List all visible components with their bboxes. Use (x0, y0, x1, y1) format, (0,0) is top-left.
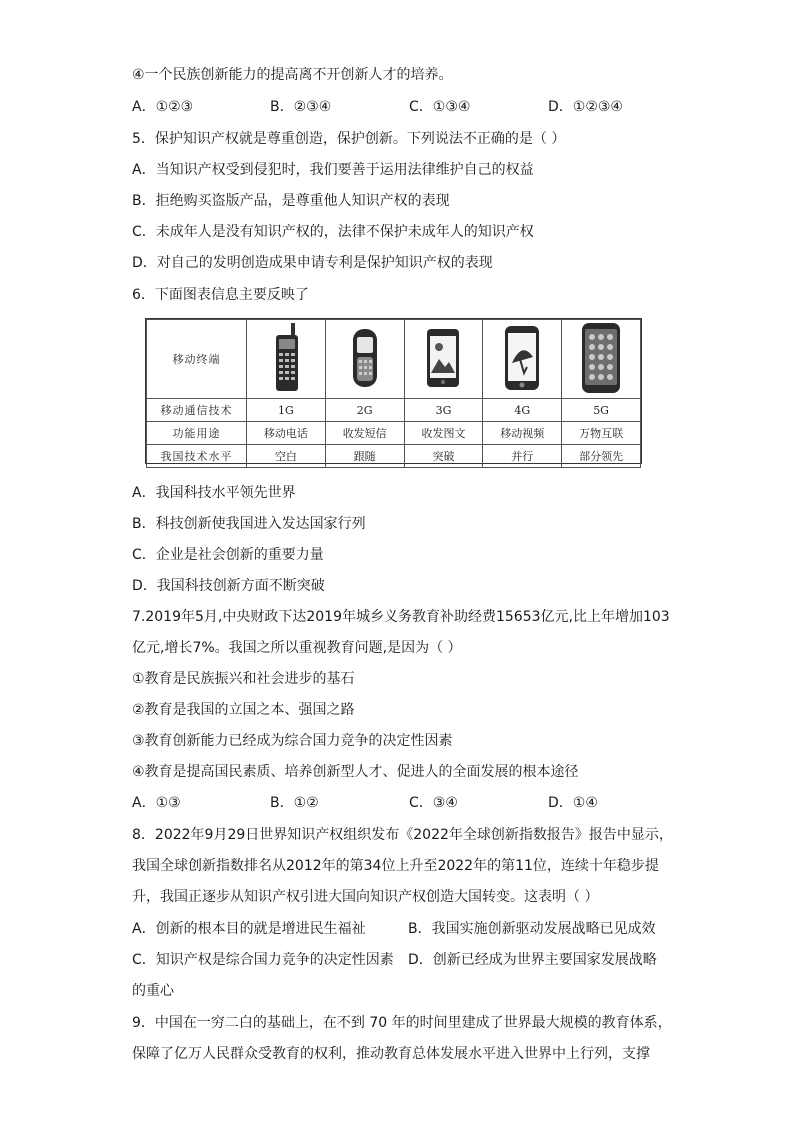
q9-stem-line1: 9．中国在一穷二白的基础上，在不到 70 年的时间里建成了世界最大规模的教育体系， (132, 1015, 672, 1031)
phone-4g-icon (483, 320, 562, 399)
q6-stem: 6．下面图表信息主要反映了 (132, 287, 309, 303)
gen-2g: 2G (325, 399, 404, 422)
q5-option-a: A．当知识产权受到侵犯时，我们要善于运用法律维护自己的权益 (132, 162, 534, 178)
q7-option-b: B．①② (270, 795, 319, 811)
function-1g: 移动电话 (247, 422, 326, 445)
q7-option-d: D．①④ (548, 795, 598, 811)
q4-option-b: B．②③④ (270, 99, 332, 115)
q8-stem-line1: 8．2022年9月29日世界知识产权组织发布《2022年全球创新指数报告》报告中显示， (132, 827, 673, 843)
row-header-function: 功能用途 (147, 422, 247, 445)
q7-stem-line2: 亿元,增长7%。我国之所以重视教育问题,是因为（ ） (132, 640, 462, 656)
q7-statement-1: ①教育是民族振兴和社会进步的基石 (132, 671, 355, 687)
level-4g: 并行 (483, 445, 562, 468)
function-3g: 收发图文 (404, 422, 483, 445)
q6-option-c: C．企业是社会创新的重要力量 (132, 547, 324, 563)
mobile-tech-table (145, 318, 642, 464)
q7-option-c: C．③④ (409, 795, 458, 811)
q7-option-a: A．①③ (132, 795, 181, 811)
q7-statement-3: ③教育创新能力已经成为综合国力竞争的决定性因素 (132, 733, 453, 749)
q4-option-d: D．①②③④ (548, 99, 623, 115)
gen-1g: 1G (247, 399, 326, 422)
function-5g: 万物互联 (562, 422, 641, 445)
q7-statement-4: ④教育是提高国民素质、培养创新型人才、促进人的全面发展的根本途径 (132, 764, 579, 780)
q5-option-c: C．未成年人是没有知识产权的，法律不保护未成年人的知识产权 (132, 224, 534, 240)
gen-5g: 5G (562, 399, 641, 422)
phone-1g-icon (247, 320, 326, 399)
q6-option-b: B．科技创新使我国进入发达国家行列 (132, 516, 366, 532)
row-header-level: 我国技术水平 (147, 445, 247, 468)
q4-option-c: C．①③④ (409, 99, 471, 115)
q8-option-a: A．创新的根本目的就是增进民生福祉 (132, 921, 366, 937)
gen-4g: 4G (483, 399, 562, 422)
q8-option-c: C．知识产权是综合国力竞争的决定性因素 (132, 952, 394, 968)
function-2g: 收发短信 (325, 422, 404, 445)
q7-stem-line1: 7.2019年5月,中央财政下达2019年城乡义务教育补助经费15653亿元,比上年增加103 (132, 609, 670, 625)
q5-option-d: D．对自己的发明创造成果申请专利是保护知识产权的表现 (132, 255, 493, 271)
phone-5g-icon (562, 320, 641, 399)
q8-stem-line3: 升，我国正逐步从知识产权引进大国向知识产权创造大国转变。这表明（ ） (132, 889, 599, 905)
q7-statement-2: ②教育是我国的立国之本、强国之路 (132, 702, 355, 718)
row-header-terminal: 移动终端 (147, 320, 247, 399)
row-header-tech: 移动通信技术 (147, 399, 247, 422)
function-4g: 移动视频 (483, 422, 562, 445)
q8-stem-line2: 我国全球创新指数排名从2012年的第34位上升至2022年的第11位，连续十年稳步提 (132, 858, 659, 874)
q6-option-d: D．我国科技创新方面不断突破 (132, 578, 325, 594)
gen-3g: 3G (404, 399, 483, 422)
phone-3g-icon (404, 320, 483, 399)
level-3g: 突破 (404, 445, 483, 468)
q5-option-b: B．拒绝购买盗版产品，是尊重他人知识产权的表现 (132, 193, 450, 209)
q9-stem-line2: 保障了亿万人民群众受教育的权利，推动教育总体发展水平进入世界中上行列，支撑 (132, 1046, 650, 1062)
q4-statement-4: ④一个民族创新能力的提高离不开创新人才的培养。 (132, 67, 453, 83)
q8-option-d-continued: 的重心 (132, 983, 174, 999)
q5-stem: 5．保护知识产权就是尊重创造，保护创新。下列说法不正确的是（ ） (132, 131, 566, 147)
q6-option-a: A．我国科技水平领先世界 (132, 485, 296, 501)
level-2g: 跟随 (325, 445, 404, 468)
level-5g: 部分领先 (562, 445, 641, 468)
q8-option-d: D．创新已经成为世界主要国家发展战略 (408, 952, 657, 968)
phone-2g-icon (325, 320, 404, 399)
level-1g: 空白 (247, 445, 326, 468)
q4-option-a: A．①②③ (132, 99, 194, 115)
q8-option-b: B．我国实施创新驱动发展战略已见成效 (408, 921, 656, 937)
